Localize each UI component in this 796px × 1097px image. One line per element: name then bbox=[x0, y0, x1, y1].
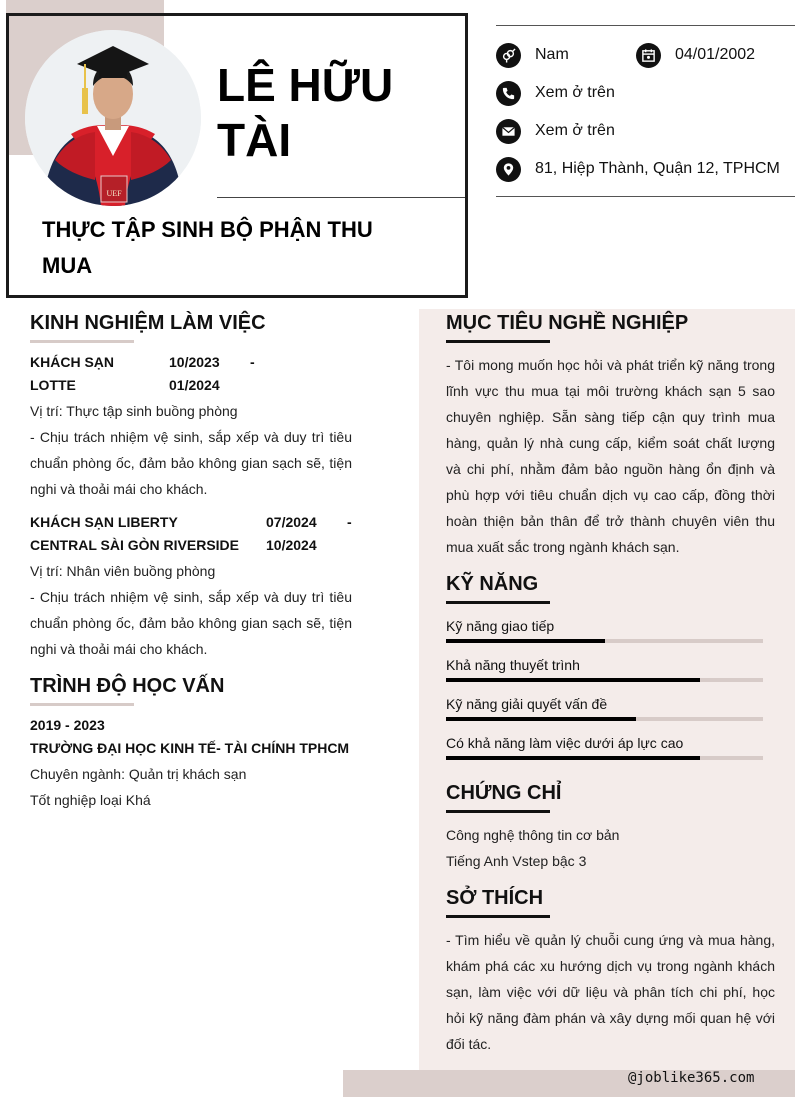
full-name-line1: LÊ HỮU bbox=[217, 59, 394, 111]
skill-4-fill bbox=[446, 756, 700, 760]
gender-value: Nam bbox=[535, 46, 569, 63]
education-title: TRÌNH ĐỘ HỌC VẤN bbox=[30, 675, 225, 697]
experience-1-dash: - bbox=[250, 354, 255, 370]
skill-3-label: Kỹ năng giải quyết vấn đề bbox=[446, 696, 608, 712]
contact-birthdate-row bbox=[636, 42, 755, 68]
name-divider bbox=[217, 197, 465, 198]
experience-1-position: Vị trí: Thực tập sinh buồng phòng bbox=[30, 403, 238, 419]
objective-text: - Tôi mong muốn học hỏi và phát triển kỹ năng trong lĩnh vực thu mua tại môi trường khách sạn 5 sao chuyên nghiệp. Sẵn sàng tiếp cận quy trình mua hàng, quản lý nhà cung cấp, kiểm soát chất lượng và chi phí, nhằm đảm bảo nguồn hàng ổn định và phù hợp với tiêu chuẩn dịch vụ cao cấp, đồng thời hoàn thiện bản thân để trở thành chuyên viên thu mua xuất sắc trong ngành khách sạn. bbox=[446, 357, 775, 555]
certificate-2: Tiếng Anh Vstep bậc 3 bbox=[446, 853, 587, 869]
skill-2-bar bbox=[446, 678, 763, 682]
contact-info bbox=[496, 25, 795, 197]
skill-3-fill bbox=[446, 717, 636, 721]
hobbies-text: - Tìm hiểu về quản lý chuỗi cung ứng và mua hàng, khám phá các xu hướng dịch vụ trong ngành khách sạn, làm việc với dữ liệu và phân tích chi phí, học hỏi kỹ năng đàm phán và xây dựng mối quan hệ với đối tác. bbox=[446, 932, 775, 1052]
graduate-portrait bbox=[25, 30, 201, 206]
experience-2-description: - Chịu trách nhiệm vệ sinh, sắp xếp và duy trì tiêu chuẩn phòng ốc, đảm bảo không gian sạch sẽ, tiện nghi và thoải mái cho khách. bbox=[30, 589, 352, 657]
phone-icon bbox=[496, 81, 521, 106]
objective-title-underline bbox=[446, 340, 550, 343]
hobbies-title-underline bbox=[446, 915, 550, 918]
experience-2-end: 10/2024 bbox=[266, 537, 317, 553]
skill-2-label: Khả năng thuyết trình bbox=[446, 657, 580, 673]
education-major: Chuyên ngành: Quản trị khách sạn bbox=[30, 766, 247, 782]
skill-1-fill bbox=[446, 639, 605, 643]
experience-2-start: 07/2024 bbox=[266, 514, 317, 530]
education-grade: Tốt nghiệp loại Khá bbox=[30, 792, 151, 808]
full-name-line2: TÀI bbox=[217, 114, 292, 166]
address-value: 81, Hiệp Thành, Quận 12, TPHCM bbox=[535, 160, 780, 177]
certificates-title-underline bbox=[446, 810, 550, 813]
certificate-1: Công nghệ thông tin cơ bản bbox=[446, 827, 620, 843]
email-icon bbox=[496, 119, 521, 144]
hobbies-title: SỞ THÍCH bbox=[446, 887, 544, 909]
education-years: 2019 - 2023 bbox=[30, 717, 105, 733]
email-value: Xem ở trên bbox=[535, 122, 615, 139]
objective-title: MỤC TIÊU NGHỀ NGHIỆP bbox=[446, 312, 689, 334]
calendar-icon bbox=[636, 43, 661, 68]
experience-1-company: KHÁCH SẠN LOTTE bbox=[30, 354, 114, 393]
photo-badge-text: UEF bbox=[106, 189, 122, 198]
contact-email-row bbox=[496, 118, 615, 144]
profile-photo bbox=[25, 30, 201, 206]
contact-address-row bbox=[496, 156, 780, 182]
skill-3-bar bbox=[446, 717, 763, 721]
experience-1-description: - Chịu trách nhiệm vệ sinh, sắp xếp và duy trì tiêu chuẩn phòng ốc, đảm bảo không gian sạch sẽ, tiện nghi và thoải mái cho khách. bbox=[30, 429, 352, 497]
skills-title: KỸ NĂNG bbox=[446, 573, 539, 595]
experience-title: KINH NGHIỆM LÀM VIỆC bbox=[30, 312, 266, 334]
certificates-title: CHỨNG CHỈ bbox=[446, 782, 562, 804]
skill-4-label: Có khả năng làm việc dưới áp lực cao bbox=[446, 735, 684, 751]
location-icon bbox=[496, 157, 521, 182]
skill-4-bar bbox=[446, 756, 763, 760]
skill-1-bar bbox=[446, 639, 763, 643]
job-title: THỰC TẬP SINH BỘ PHẬN THU MUA bbox=[42, 217, 373, 278]
footer-watermark: @joblike365.com bbox=[628, 1070, 755, 1086]
birthdate-value: 04/01/2002 bbox=[675, 46, 756, 63]
contact-gender-row bbox=[496, 42, 569, 68]
education-title-underline bbox=[30, 703, 134, 706]
skills-title-underline bbox=[446, 601, 550, 604]
experience-1-start: 10/2023 bbox=[169, 354, 220, 370]
education-school: TRƯỜNG ĐẠI HỌC KINH TẾ- TÀI CHÍNH TPHCM bbox=[30, 740, 350, 756]
skill-2-fill bbox=[446, 678, 700, 682]
experience-2-company: KHÁCH SẠN LIBERTY CENTRAL SÀI GÒN RIVERSIDE bbox=[30, 514, 239, 553]
experience-2-dash: - bbox=[347, 514, 352, 530]
experience-2-position: Vị trí: Nhân viên buồng phòng bbox=[30, 563, 216, 579]
full-name bbox=[217, 58, 457, 168]
experience-title-underline bbox=[30, 340, 134, 343]
skill-1-label: Kỹ năng giao tiếp bbox=[446, 618, 555, 634]
experience-1-end: 01/2024 bbox=[169, 377, 220, 393]
gender-icon bbox=[496, 43, 521, 68]
phone-value: Xem ở trên bbox=[535, 84, 615, 101]
contact-phone-row bbox=[496, 80, 615, 106]
